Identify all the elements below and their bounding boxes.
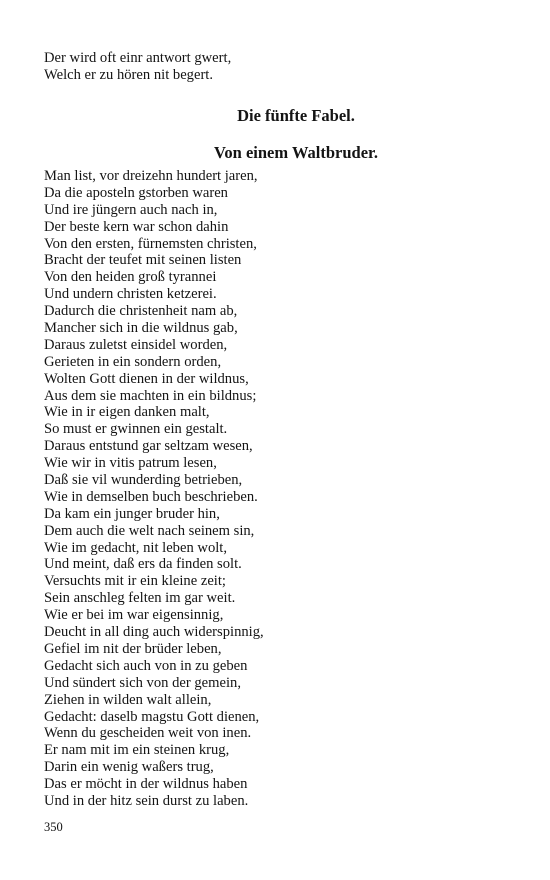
verse-line: Versuchts mit ir ein kleine zeit;: [44, 573, 226, 590]
verse-line: Von den ersten, fürnemsten christen,: [44, 235, 257, 252]
verse-line: Darin ein wenig waßers trug,: [44, 759, 214, 776]
page-number: 350: [44, 820, 63, 834]
verse-line: Daß sie vil wunderding betrieben,: [44, 472, 243, 489]
verse-line: Ziehen in wilden walt allein,: [44, 691, 212, 708]
verse-line: Und sündert sich von der gemein,: [44, 674, 241, 691]
verse-line: Wie wir in vitis patrum lesen,: [44, 455, 217, 472]
verse-line: Von den heiden groß tyrannei: [44, 269, 217, 286]
verse-line: Mancher sich in die wildnus gab,: [44, 320, 238, 337]
verse-line: Aus dem sie machten in ein bildnus;: [44, 387, 257, 404]
verse-line: Gedacht sich auch von in zu geben: [44, 657, 248, 674]
verse-line: Da kam ein junger bruder hin,: [44, 505, 220, 522]
fable-heading: Die fünfte Fabel.: [237, 106, 355, 125]
verse-line: Wie in demselben buch beschrieben.: [44, 488, 258, 505]
verse-line: So must er gwinnen ein gestalt.: [44, 421, 228, 438]
verse-line: Deucht in all ding auch widerspinnig,: [44, 624, 264, 641]
verse-line: Daraus zuletst einsidel worden,: [44, 336, 228, 353]
verse-line: Man list, vor dreizehn hundert jaren,: [44, 168, 258, 184]
fable-verse-block: [44, 168, 504, 810]
verse-line: Da die aposteln gstorben waren: [44, 184, 228, 201]
verse-line: Wie im gedacht, nit leben wolt,: [44, 539, 227, 556]
verse-line: Und meint, daß ers da finden solt.: [44, 556, 242, 573]
verse-line: Welch er zu hören nit begert.: [44, 66, 214, 83]
verse-line: Dadurch die christenheit nam ab,: [44, 303, 238, 320]
verse-line: Der beste kern war schon dahin: [44, 218, 229, 235]
verse-line: Wolten Gott dienen in der wildnus,: [44, 370, 249, 387]
verse-line: Gerieten in ein sondern orden,: [44, 353, 222, 370]
verse-line: Daraus entstund gar seltzam wesen,: [44, 438, 253, 455]
verse-line: Wenn du gescheiden weit von inen.: [44, 725, 252, 742]
verse-line: Er nam mit im ein steinen krug,: [44, 742, 230, 759]
verse-line: Wie er bei im war eigensinnig,: [44, 607, 224, 624]
verse-line: Und ire jüngern auch nach in,: [44, 201, 218, 218]
verse-line: Wie in ir eigen danken malt,: [44, 404, 210, 421]
verse-line: Sein anschleg felten im gar weit.: [44, 590, 236, 607]
intro-verse-block: [44, 50, 504, 84]
verse-line: Der wird oft einr antwort gwert,: [44, 50, 232, 66]
verse-line: Und in der hitz sein durst zu laben.: [44, 792, 249, 809]
fable-title: Von einem Waltbruder.: [214, 143, 378, 162]
verse-line: Und undern christen ketzerei.: [44, 286, 217, 303]
verse-line: Das er möcht in der wildnus haben: [44, 776, 248, 793]
verse-line: Gedacht: daselb magstu Gott dienen,: [44, 708, 260, 725]
verse-line: Bracht der teufet mit seinen listen: [44, 252, 242, 269]
verse-line: Gefiel im nit der brüder leben,: [44, 640, 222, 657]
verse-line: Dem auch die welt nach seinem sin,: [44, 522, 255, 539]
